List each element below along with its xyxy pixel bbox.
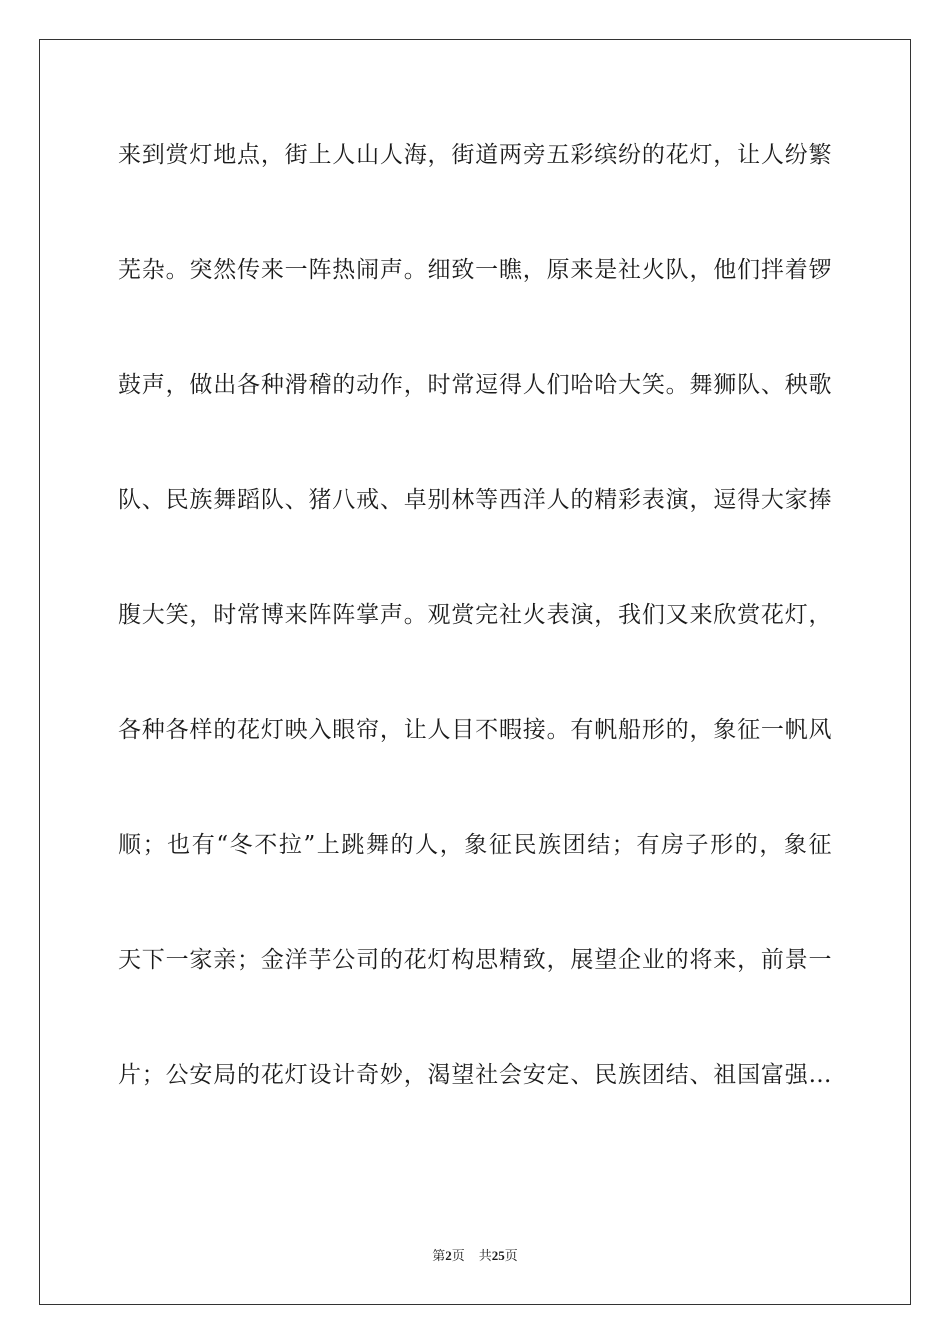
total-pages: 25: [491, 1248, 505, 1263]
body-line-8: 天下一家亲；金洋芋公司的花灯构思精致，展望企业的将来，前景一: [118, 947, 832, 973]
total-prefix: 共: [478, 1249, 492, 1264]
body-line-4: 队、民族舞蹈队、猪八戒、卓别林等西洋人的精彩表演，逗得大家捧: [118, 487, 832, 513]
body-line-1: 来到赏灯地点，街上人山人海，街道两旁五彩缤纷的花灯，让人纷繁: [118, 142, 832, 168]
total-suffix: 页: [504, 1249, 518, 1264]
page-border: [39, 39, 911, 1305]
body-line-3: 鼓声，做出各种滑稽的动作，时常逗得人们哈哈大笑。舞狮队、秧歌: [118, 372, 832, 398]
body-line-9: 片；公安局的花灯设计奇妙，渴望社会安定、民族团结、祖国富强…: [118, 1062, 832, 1088]
page-footer: [0, 1247, 950, 1266]
body-line-6: 各种各样的花灯映入眼帘，让人目不暇接。有帆船形的，象征一帆风: [118, 717, 832, 743]
page-number: 2: [445, 1248, 452, 1263]
body-line-7: 顺；也有“冬不拉”上跳舞的人，象征民族团结；有房子形的，象征: [118, 832, 832, 858]
body-line-5: 腹大笑，时常博来阵阵掌声。观赏完社火表演，我们又来欣赏花灯，: [118, 602, 832, 628]
body-line-2: 芜杂。突然传来一阵热闹声。细致一瞧，原来是社火队，他们拌着锣: [118, 257, 832, 283]
page-suffix: 页: [451, 1249, 465, 1264]
page-prefix: 第: [432, 1249, 446, 1264]
